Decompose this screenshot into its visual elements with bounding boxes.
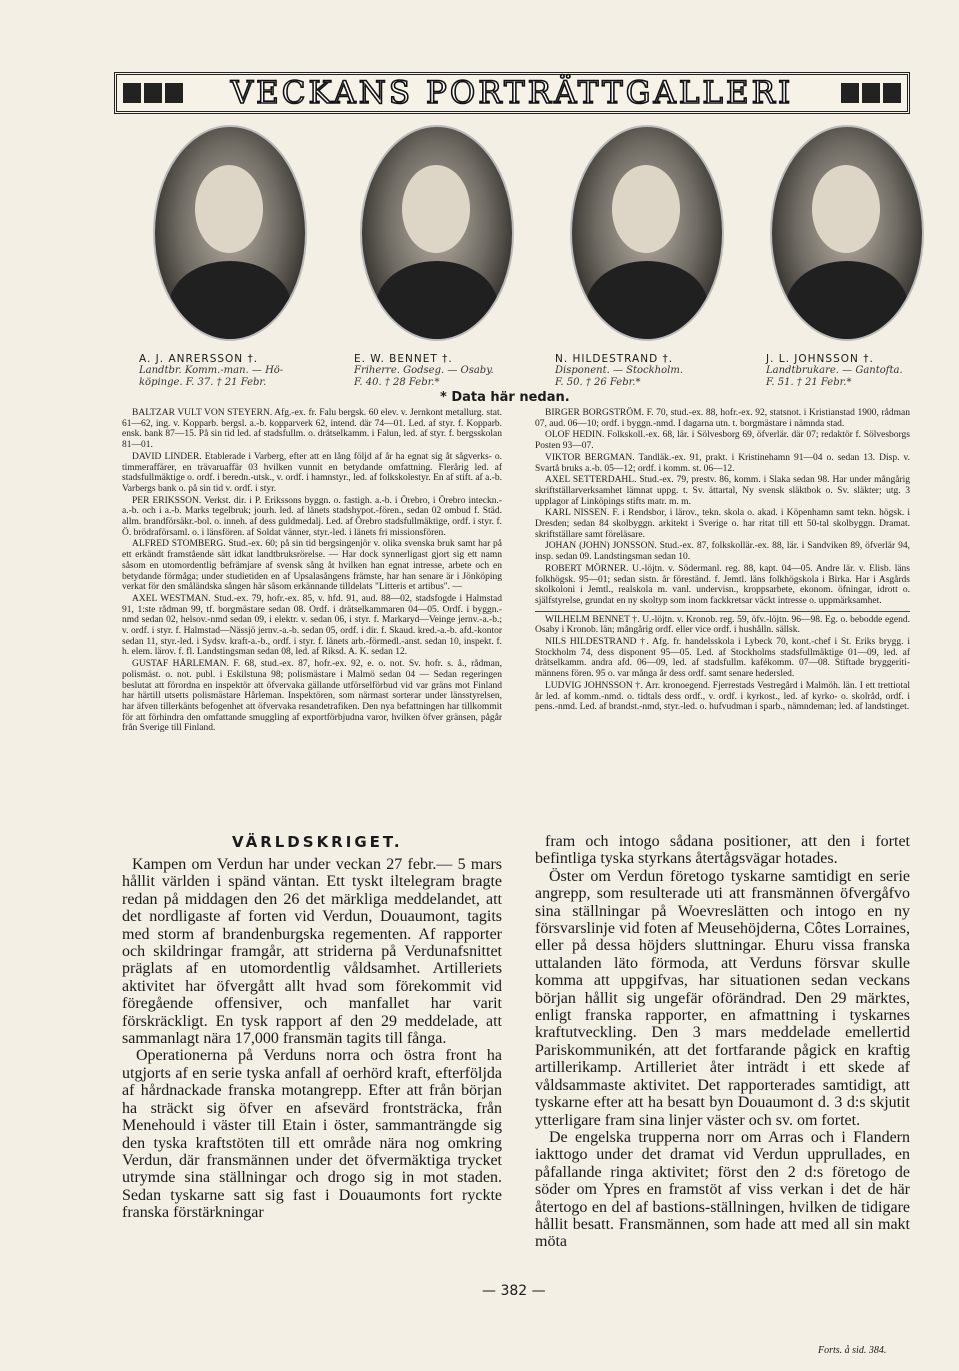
bio-entry: BALTZAR VULT VON STEYERN. Afg.-ex. fr. Falu bergsk. 60 elev. v. Jernkont metallurg. stat. 61—62, ing. v. Kopparb. bergsl. a.-b. kopparverk 62, intend. där 74—01. Led. af styr. f. Kopparb. ensk. bank 87—15. På sin tid led. af stadsfullm. o. drätselkamm. i Falun, led. af styr. f. bergsskolan 81—01.: [122, 408, 502, 451]
war-paragraph: Öster om Verdun företogo tyskarne samtidigt en serie angrepp, som resulterade uti att fransmännen öfvergåfvo sina ställningar på Woevreslätten och intogo en ny försvarslinje vid foten af Meusehöjderna, Côtes Lorraines, eller på dessa höjders sluttningar. Ehuru vissa franska uttalanden läto förmoda, att Verduns försvar skulle komma att uppgifvas, har situationen sedan veckans början hållit sig ungefär oförändrad. Den 29 märktes, enligt franska rapporter, en afmattning i tyskarnes kraftutveckling. Den 3 mars meddelade emellertid Pariskommunikén, att det fortfarande pågick en kraftig artillerikamp. Artilleriet åter inträdt i ett skede af våldsammaste aktivitet. Det rapporterades samtidigt, att tyskarne efter att ha besatt byn Douaumont d. 3 d:s skjutit ytterligare fram sina linjer väster och sv. om fortet.: [535, 867, 910, 1129]
war-paragraph: Kampen om Verdun har under veckan 27 febr.— 5 mars hållit världen i spänd väntan. Ett tyskt iltelegram bragte redan på middagen den 26 det märkliga meddelandet, att det nordligaste af forten vid Verdun, Douaumont, tagits med storm af brandenburgska regementen. Af rapporter och skildringar framgår, att striderna på Verdunafsnittet präglats af en utomordentlig våldsamhet. Artilleriets aktivitet har öfvergått allt hvad som förekommit vid föregående offensiver, och manfallet har varit förskräckligt. En tysk rapport af den 29 meddelade, att sammanlagt nära 17,000 fransmän tagits till fånga.: [122, 856, 502, 1048]
section-title: VÄRLDSKRIGET.: [232, 833, 403, 851]
portrait-1: [139, 125, 339, 389]
portrait-name: J. L. JOHNSSON †.: [766, 353, 874, 365]
portrait-3: [555, 125, 756, 389]
bio-entry: BIRGER BORGSTRÖM. F. 70, stud.-ex. 88, hofr.-ex. 92, statsnot. i Kristianstad 1900, rådman 07, aud. 06—10; ordf. i byggn.-nmd. I dagarna utn. t. borgmästare i nämnda stad.: [535, 408, 910, 429]
bio-entry: AXEL SETTERDAHL. Stud.-ex. 79, prestv. 86, komm. i Slaka sedan 98. Har under mångårig skriftställarverksamhet lämnat uppg. t. Sv. ättartal, Ny svensk släktbok o. Sv. släkter; utg. 3 upplagor af Linköpings stifts matr. m. m.: [535, 475, 910, 507]
portrait-info: Landtbr. Komm.-man. — Hö-: [139, 365, 284, 376]
bio-entry: GUSTAF HÅRLEMAN. F. 68, stud.-ex. 87, hofr.-ex. 92, e. o. not. Sv. hofr. s. å., rådman, polismäst. o. not. publ. i Eskilstuna 98; polismästare i Malmö sedan 04 — Sedan regeringen beslutat att förordna en inspektör att öfvervaka gällande utförselförbud vid var gräns mot Finland har härtill utsetts polismästare Hårleman. Inspektören, som närmast sorterar under länsstyrelsen, har äfven tillerkänts befogenhet att öfvervaka resandetrafiken. Den nya befattningen har tillkommit för att förhindra den omfattande smuggling af exportförbjudna varor, hvilken öfver gränsen, pågår från Sverige till Finland.: [122, 659, 502, 734]
bio-entry: ROBERT MÖRNER. U.-löjtn. v. Södermanl. reg. 88, kapt. 04—05. Andre lär. v. Elisb. läns folkhögsk. 95—01; sedan sistn. år föreständ. f. Jemtl. läns folkhögskola i Birka. Har i Asgårds skolkoloni i Jemtl., realskola m. vanl. undervisn., kroppsarbete, ekonom. öfningar, idrott o. själfstyrelse, grundat en ny skoltyp som inom fackkretsar väckt intresse o. uppmärksamhet.: [535, 563, 910, 606]
page-title: VECKANS PORTRÄTTGALLERI: [230, 75, 794, 111]
continued-note: Forts. å sid. 384.: [818, 1345, 887, 1356]
page-number: — 382 —: [482, 1283, 546, 1299]
portrait-dates: F. 51. † 21 Febr.*: [766, 377, 852, 388]
bio-entry-obituary: NILS HILDESTRAND †. Afg. fr. handelsskola i Lybeck 70, kont.-chef i St. Eriks brygg. i Stockholm 74, dess disponent 95—05. Led. af Stockholms stadsfullmäktige 01—09, led. af drätselkamm. andra afd. 06—09, led. af stadsfullm. kafékomm. 07—08. Stiftade bryggeriti-männens fören. 95 o. var många år dess ordf. samt senare hedersled.: [535, 637, 910, 680]
header-banner: [114, 72, 910, 114]
portrait-name: E. W. BENNET †.: [354, 353, 453, 365]
war-column-right: [535, 833, 910, 1251]
bio-entry: AXEL WESTMAN. Stud.-ex. 79, hofr.-ex. 85, v. hfd. 91, aud. 88—02, stadsfogde i Halmstad 91, 1:ste rådman 99, tf. borgmästare sedan 08. Ordf. i drätselkammaren 04—05. Ordf. i byggn.-nmd sedan 02, helsov.-nmd sedan 09, i elektr. v. sedan 06, i styr. f. Markaryd—Veinge jernv.-a.-b.; v. ordf. i styr. f. Halmstad—Nässjö jernv.-a.-b. sedan 05, ordf. i dir. f. Skaud. kred.-a.-b. afd.-kontor sedan 11, styr.-led. i Sydsv. kraft-a.-b., ordf. i styr. f. länets arb.-förmedl.-anst. sedan 10, inspekt. f. h. elem. lärov. f. fl. Landstingsman sedan 08, led. af Riksd. A. K. sedan 12.: [122, 593, 502, 658]
war-paragraph: fram och intogo sådana positioner, att den i fortet befintliga tyska styrkans återtågsvägar hotades.: [535, 833, 910, 868]
portrait-dates: köpinge. F. 37. † 21 Febr.: [139, 377, 267, 388]
bio-entry: PER ERIKSSON. Verkst. dir. i P. Erikssons byggn. o. fastigh. a.-b. i Örebro, i Örebro inteckn.-a.-b. och i a.-b. Marks tegelbruk; jourh. led. af länets stadshypot.-fören., sedan 02 ombud f. Städ. allm. brandförsäkr.-bol. o. inneh. af dess guldmedalj. Led. af Örebro stadsfullmäktige, ordf. i styr. f. Ö. brödraförsaml. o. i länsfören. af Soldat vänner, styr.-led. i länets fri missionsfören.: [122, 495, 502, 538]
portrait-info: Friherre. Godseg. — Osaby.: [354, 365, 494, 376]
portrait-info: Landtbrukare. — Gantofta.: [766, 365, 903, 376]
war-column-left: [122, 856, 502, 1222]
ornament-right: [835, 83, 907, 103]
portrait-dates: F. 50. † 26 Febr.*: [555, 377, 641, 388]
bio-entry-obituary: WILHELM BENNET †. U.-löjtn. v. Kronob. reg. 59, öfv.-löjtn. 96—98. Eg. o. bebodde egend. Osaby i Kronob. län; mångårig ordf. eller vice ordf. i hushålln. sällsk.: [535, 611, 910, 636]
portrait-4: [766, 125, 956, 389]
bio-entry: KARL NISSEN. F. i Rendsbor, i lärov., tekn. skola o. akad. i Köpenhamn samt tekn. högsk. i Dresden; sedan 84 skolbyggn. arkitekt i Sverige o. har ritat till ett 50-tal skolbyggn. Dramat. skriftställare samt föreläsare.: [535, 508, 910, 540]
bio-entry-obituary: LUDVIG JOHNSSON †. Arr. kronoegend. Fjerrestads Vestregård i Malmöh. län. I ett trettiotal år led. af komm.-nmd. o. tidtals dess ordf., v. ordf. i kyrkost., led. af kyrko- o. skolråd, ordf. i pens.-nmd. Led. af brandst.-nmd, styr.-led. o. hufvudman i sparb., nämndeman; led. af landstinget.: [535, 680, 910, 713]
bio-entry: JOHAN (JOHN) JONSSON. Stud.-ex. 87, folkskollär.-ex. 88, lär. i Sandviken 89, öfverlär 94, insp. sedan 09. Landstingsman sedan 10.: [535, 541, 910, 563]
bio-entry: VIKTOR BERGMAN. Tandläk.-ex. 91, prakt. i Kristinehamn 91—04 o. sedan 13. Disp. v. Svartå bruks a.-b. 05—12; ordf. i komm. st. 06—12.: [535, 452, 910, 474]
ornament-left: [117, 83, 189, 103]
war-paragraph: Operationerna på Verduns norra och östra front ha utgjorts af en serie tyska anfall af oerhörd kraft, efterföljda af hårdnackade franska motangrepp. Efter att från början ha sträckt sig öfver en afsevärd frontsträcka, från Menehould i väster till Etain i öster, sammanträngde sig den tyska kraftstöten till ett område nära nog omkring Verdun, där fransmännen under det öfvermäktiga trycket utrymde sina ställningar och drogo sig in mot staden. Sedan tyskarne satt sig fast i Douaumonts fort ryckte franska förstärkningar: [122, 1047, 502, 1222]
portrait-2: [354, 125, 546, 389]
portrait-photo: [770, 125, 924, 341]
portrait-gallery: [125, 125, 945, 388]
bio-entry: OLOF HEDIN. Folkskoll.-ex. 68, lär. i Sölvesborg 69, öfverlär. där 07; redaktör f. Sölvesborgs Posten 93—07.: [535, 430, 910, 452]
portrait-dates: F. 40. † 28 Febr.*: [354, 377, 440, 388]
war-paragraph: De engelska trupperna norr om Arras och i Flandern iakttogo under det dramat vid Verdun upprullades, en påfallande ringa aktivitet; först den 2 d:s företogo de söder om Ypres en framstöt af viss verkan i det de här återtogo en del af bastions-ställningen, hvilken de tidigare hållit besatt. Fransmännen, som hade att med all sin makt möta: [535, 1128, 910, 1251]
data-note: * Data här nedan.: [440, 390, 570, 405]
bio-entry: DAVID LINDER. Etablerade i Varberg, efter att en lång följd af år ha egnat sig åt sågverks- o. timmeraffärer, en trävaruaffär 03 hvilken vunnit en betydande omfattning. Flerårig led. af stadsfullmäktige o. ordf. i beredn.-utsk., v. ordf. i hamnstyr., led. af folkskolestyr. En af stift. af a.-b. Varbergs bank o. på sin tid v. ordf. i styr.: [122, 451, 502, 494]
bio-column-right: [535, 408, 910, 714]
portrait-photo: [153, 125, 307, 341]
portrait-photo: [360, 125, 514, 341]
portrait-info: Disponent. — Stockholm.: [555, 365, 683, 376]
portrait-name: A. J. ANRERSSON †.: [139, 353, 259, 365]
bio-entry: ALFRED STOMBERG. Stud.-ex. 60; på sin tid bergsingenjör v. olika svenska bruk samt har på ett erkändt framstående sätt idkat landtbruksrörelse. — Har dock synnerligast gjort sig ett namn såsom en utomordentlig befrämjare af svensk sång åt hvilken han egnat intresse, arbete och en betydande förmåga; under studietiden en af Upsalasångens främste, har han senare är i Jönköping verkat för den småländska sången här såsom erkännande tilldelats "Litteris et artibus". —: [122, 539, 502, 593]
portrait-name: N. HILDESTRAND †.: [555, 353, 674, 365]
portrait-photo: [570, 125, 724, 341]
bio-column-left: [122, 408, 502, 735]
